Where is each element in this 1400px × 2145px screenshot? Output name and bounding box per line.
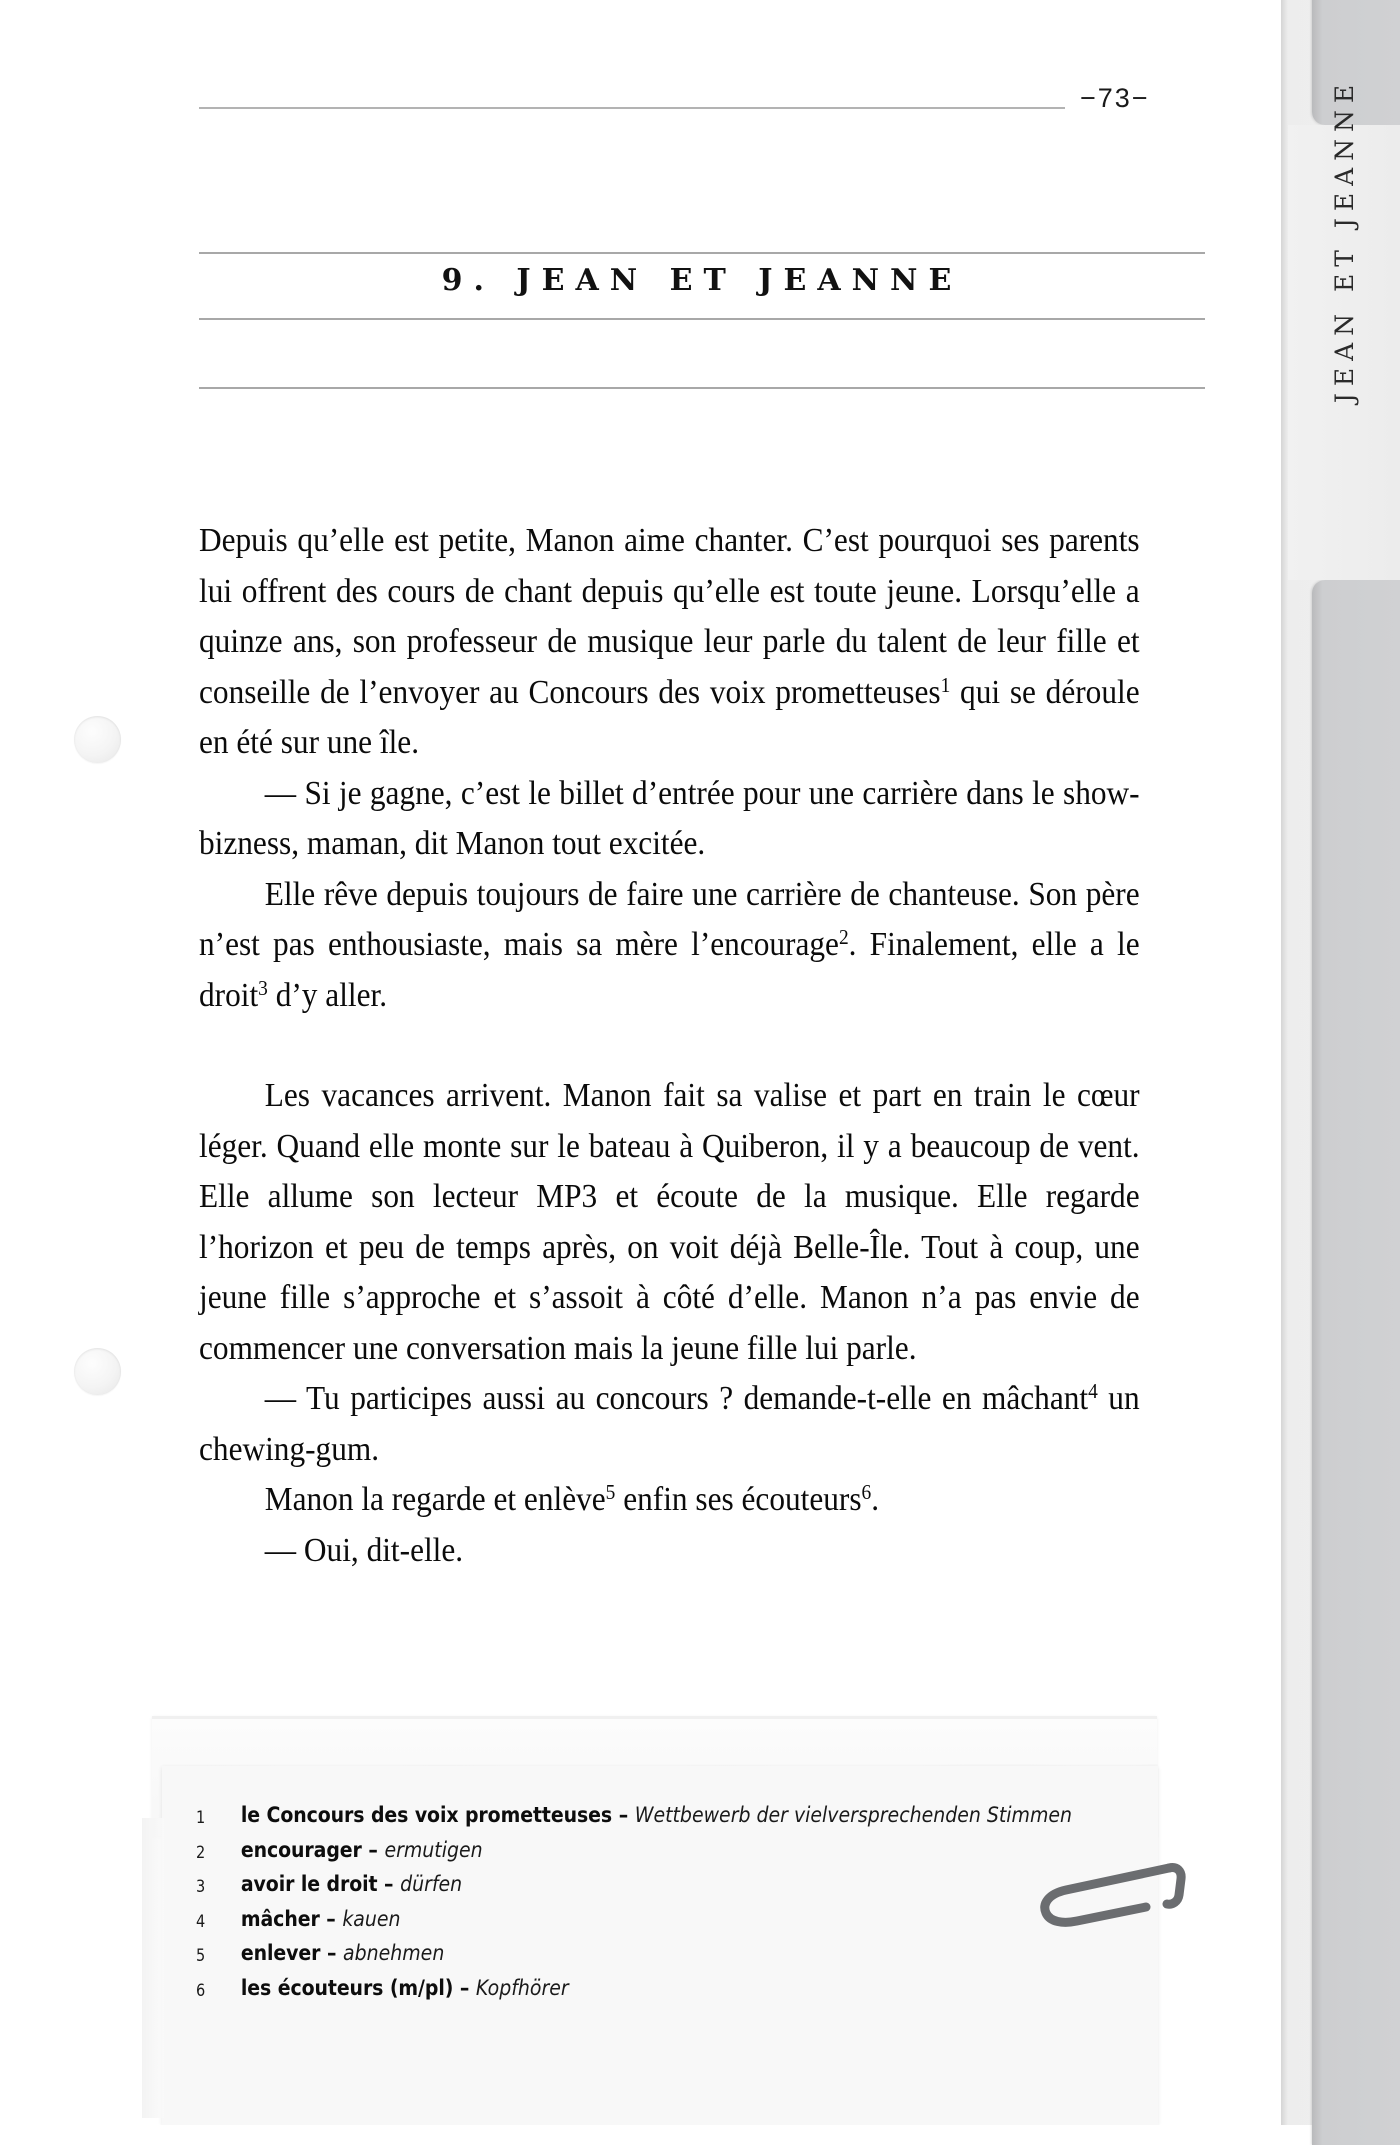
footnote-gloss: dürfen [400,1872,463,1897]
footnote-number: 5 [196,1946,206,1965]
title-rule-bottom [199,387,1205,389]
footnote-marker: 2 [838,926,849,950]
footnote-marker: 6 [861,1481,872,1505]
footnote-term: encourager [240,1837,362,1863]
footnote-term: avoir le droit [240,1872,378,1897]
footnote-term: mâcher [240,1906,320,1932]
footnote-number: 2 [196,1842,206,1862]
footnote-item [196,1800,1121,1833]
footnote-gloss: Wettbewerb der vielversprechenden Stimmen [634,1803,1073,1828]
footnote-item [196,1938,1121,1971]
body-paragraph: Les vacances arrivent. Manon fait sa valise et part en train le cœur léger. Quand elle monte sur le bateau à Quiberon, il y a beaucoup de vent. Elle allume son lecteur MP3 et écoute de la musique. Elle regarde l’horizon et peu de temps après, on voit déjà Belle-Île. Tout à coup, une jeune fille s’approche et s’assoit à côté d’elle. Manon n’a pas envie de commencer une conversation mais la jeune fille lui parle. [199,1077,1140,1367]
footnote-number: 3 [196,1877,206,1896]
footnote-marker: 4 [1088,1380,1098,1404]
footnote-gloss: abnehmen [343,1941,445,1966]
footnote-dash: – [453,1975,476,2001]
chapter-title: 9. JEAN ET JEANNE [441,263,963,298]
footnote-marker: 1 [940,673,951,697]
page-number: −73− [1080,83,1150,113]
body-text [199,516,1140,1576]
binder-hole-icon [74,1348,121,1395]
paperclip-icon [1022,1838,1192,1958]
page-header [0,0,1281,150]
footnote-number: 6 [196,1980,206,2000]
body-paragraph: Manon la regarde et enlève$^5$ enfin ses écouteurs$^6$. [264,1481,880,1518]
tab-active-label: JEAN ET JEANNE [1329,77,1359,404]
footnote-dash: – [320,1941,344,1966]
title-rule-top [199,252,1205,254]
body-paragraph: — Oui, dit-elle. [264,1531,464,1569]
body-paragraph: — Si je gagne, c’est le billet d’entrée pour une carrière dans le show-bizness, maman, dit Manon tout excitée. [199,774,1140,862]
footnote-number: 1 [196,1808,206,1827]
body-paragraph: Depuis qu’elle est petite, Manon aime chanter. C’est pourquoi ses parents lui offrent des cours de chant depuis qu’elle est toute jeune. Lorsqu’elle a quinze ans, son professeur de musique leur parle du talent de leur fille et conseille de l’envoyer au Concours des voix prometteuses$^1$ qui se déroule en été sur une île. [199,522,1140,761]
rail-shadow [1281,0,1288,2125]
footnote-dash: – [319,1906,343,1932]
footnote-number: 4 [196,1911,206,1931]
footnote-gloss: ermutigen [384,1837,483,1863]
footnote-item [196,1973,1121,2006]
body-paragraph: — Tu participes aussi au concours ? demande-t-elle en mâchant$^4$ un chewing-gum. [199,1380,1140,1468]
footnote-item [196,1904,1121,1937]
note-sheet-back-edge [152,1716,1157,1719]
footnote-gloss: Kopfhörer [475,1975,569,2001]
footnote-item [196,1835,1121,1868]
footnote-dash: – [612,1803,635,1828]
footnote-marker: 3 [258,976,268,1000]
footnote-list [196,1800,1076,2007]
note-sheet-left-strip [142,1818,164,2118]
footnote-term: les écouteurs (m/pl) [240,1975,454,2001]
footnote-marker: 5 [605,1481,616,1505]
footnote-term: le Concours des voix prometteuses [240,1803,613,1828]
footnote-dash: – [361,1837,385,1863]
footnote-item [196,1869,1121,1902]
body-paragraph: Elle rêve depuis toujours de faire une carrière de chanteuse. Son père n’est pas enthousiaste, mais sa mère l’encourage$^2$. Finalement, elle a le droit$^3$ d’y aller. [199,875,1140,1014]
binder-hole-icon [74,716,121,763]
footnote-gloss: kauen [342,1906,401,1932]
footnote-dash: – [377,1872,401,1897]
title-rule-middle [199,318,1205,320]
tab-block-below[interactable] [1312,580,1400,2145]
header-rule [199,107,1065,109]
footnote-term: enlever [240,1941,321,1966]
